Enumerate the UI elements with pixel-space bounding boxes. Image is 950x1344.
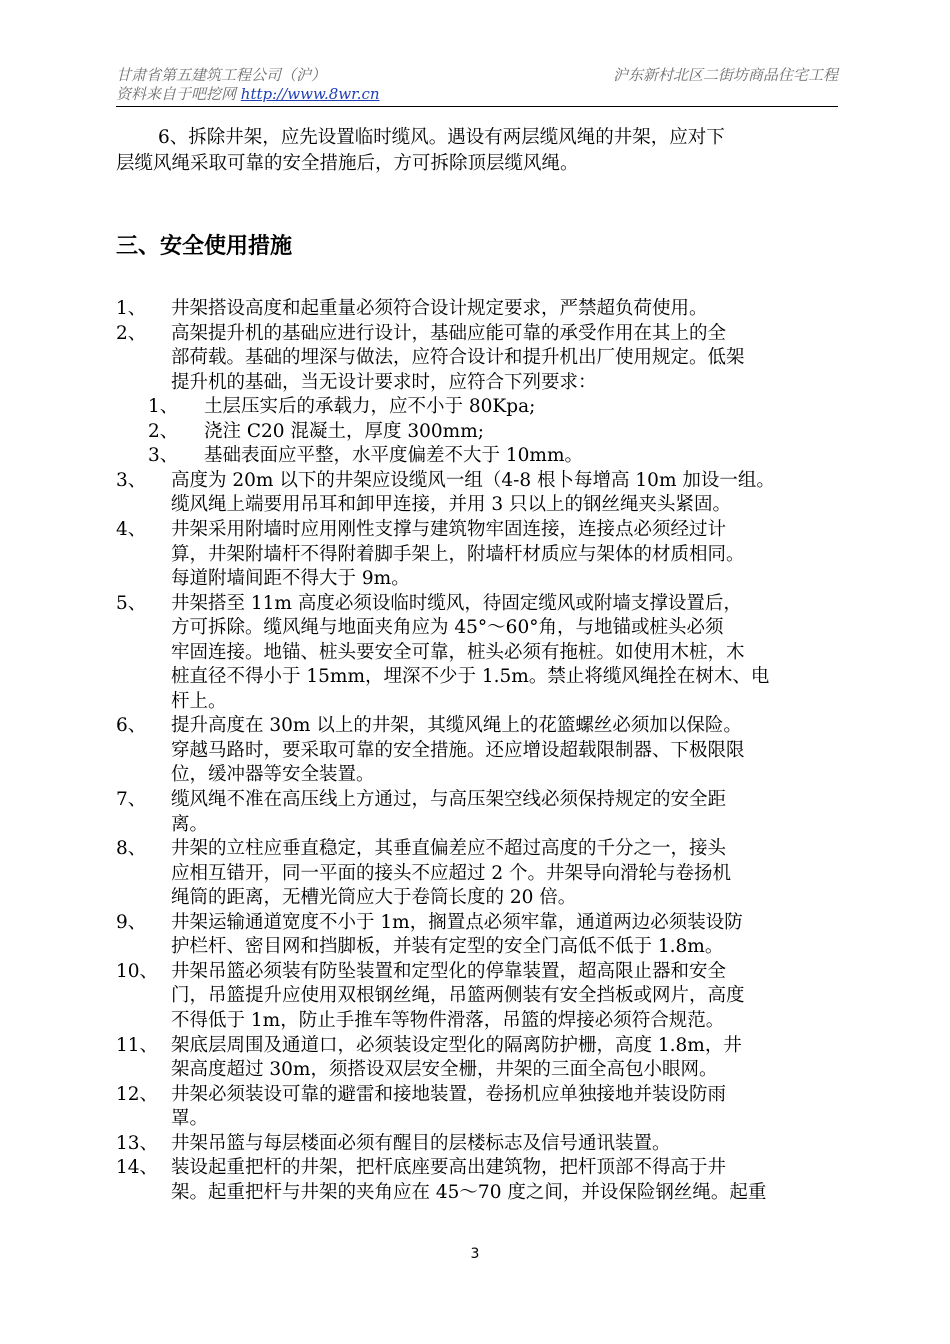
item-number: 11、	[116, 1034, 159, 1056]
item-text: 井架必须装设可靠的避雷和接地装置，卷扬机应单独接地并装设防雨	[171, 1083, 727, 1105]
sub-item-number: 3、	[148, 445, 179, 467]
header-company: 甘肃省第五建筑工程公司（沪）	[116, 66, 327, 84]
header-project: 沪东新村北区二街坊商品住宅工程	[612, 66, 838, 84]
item-text: 护栏杆、密目网和挡脚板，并装有定型的安全门高低不低于 1.8m。	[171, 936, 724, 958]
item-text: 高度为 20m 以下的井架应设缆风一组（4-8 根卜每增高 10m 加设一组。	[171, 469, 775, 491]
item-text: 不得低于 1m，防止手推车等物件滑落，吊篮的焊接必须符合规范。	[171, 1009, 725, 1031]
item-number: 3、	[116, 469, 147, 491]
sub-item-text: 土层压实后的承载力，应不小于 80Kpa;	[204, 396, 536, 418]
item-text: 位，缓冲器等安全装置。	[171, 764, 375, 786]
item-text: 桩直径不得小于 15mm，埋深不少于 1.5m。禁止将缆风绳拴在树木、电	[171, 666, 770, 688]
item-text: 井架搭至 11m 高度必须设临时缆风，待固定缆风或附墙支撑设置后，	[171, 592, 742, 614]
item-text: 井架采用附墙时应用刚性支撑与建筑物牢固连接，连接点必须经过计	[171, 518, 727, 540]
item-number: 10、	[116, 960, 159, 982]
item-text: 提升机的基础，当无设计要求时，应符合下列要求：	[171, 371, 597, 393]
item-text: 缆风绳不准在高压线上方通过，与高压架空线必须保持规定的安全距	[171, 789, 727, 810]
item-text: 部荷载。基础的埋深与做法，应符合设计和提升机出厂使用规定。低架	[171, 347, 745, 369]
item-text: 牢固连接。地锚、桩头要安全可靠，桩头必须有拖桩。如使用木桩，木	[171, 641, 745, 663]
item-text: 井架搭设高度和起重量必须符合设计规定要求，严禁超负荷使用。	[171, 298, 708, 319]
item-text: 井架运输通道宽度不小于 1m，搁置点必须牢靠，通道两边必须装设防	[171, 911, 743, 933]
item-number: 4、	[116, 518, 147, 540]
item-number: 1、	[116, 298, 147, 319]
item-text: 井架吊篮必须装有防坠装置和定型化的停靠装置，超高限止器和安全	[171, 960, 727, 982]
item-text: 穿越马路时，要采取可靠的安全措施。还应增设超载限制器、下极限限	[171, 739, 745, 761]
header-source-prefix: 资料来自于吧挖网	[116, 85, 241, 103]
item-text: 应相互错开，同一平面的接头不应超过 2 个。井架导向滑轮与卷扬机	[171, 862, 732, 884]
paragraph-line: 层缆风绳采取可靠的安全措施后，方可拆除顶层缆风绳。	[116, 153, 579, 174]
item-number: 8、	[116, 838, 147, 860]
item-text: 架。起重把杆与井架的夹角应在 45～70 度之间，并设保险钢丝绳。起重	[171, 1181, 767, 1203]
item-text: 离。	[171, 813, 209, 835]
item-number: 5、	[116, 592, 147, 614]
item-text: 门，吊篮提升应使用双根钢丝绳，吊篮两侧装有安全挡板或网片，高度	[171, 985, 745, 1007]
page-header	[116, 64, 838, 107]
item-text: 方可拆除。缆风绳与地面夹角应为 45°～60°角，与地锚或桩头必须	[171, 617, 724, 639]
header-source-link[interactable]: http://www.8wr.cn	[240, 85, 380, 103]
item-text: 提升高度在 30m 以上的井架，其缆风绳上的花篮螺丝必须加以保险。	[171, 715, 742, 737]
sub-item-text: 基础表面应平整，水平度偏差不大于 10mm。	[204, 445, 584, 467]
item-text: 杆上。	[171, 690, 227, 712]
item-text: 缆风绳上端要用吊耳和卸甲连接，并用 3 只以上的钢丝绳夹头紧固。	[171, 494, 732, 516]
item-text: 绳筒的距离，无槽光筒应大于卷筒长度的 20 倍。	[171, 887, 577, 909]
item-text: 井架吊篮与每层楼面必须有醒目的层楼标志及信号通讯装置。	[171, 1132, 671, 1154]
item-number: 6、	[116, 715, 147, 737]
item-text: 装设起重把杆的井架，把杆底座要高出建筑物，把杆顶部不得高于井	[171, 1157, 727, 1179]
item-text: 罩。	[171, 1108, 209, 1130]
paragraph-line: 6、拆除井架，应先设置临时缆风。遇设有两层缆风绳的井架，应对下	[158, 127, 725, 148]
item-text: 每道附墙间距不得大于 9m。	[171, 568, 410, 590]
item-text: 算，井架附墙杆不得附着脚手架上，附墙杆材质应与架体的材质相同。	[171, 543, 745, 565]
item-number: 14、	[116, 1157, 159, 1179]
header-source	[116, 85, 380, 103]
item-number: 7、	[116, 789, 147, 810]
item-text: 井架的立柱应垂直稳定，其垂直偏差应不超过高度的千分之一，接头	[171, 838, 727, 860]
item-number: 12、	[116, 1083, 159, 1105]
item-text: 架底层周围及通道口，必须装设定型化的隔离防护栅，高度 1.8m，井	[171, 1034, 742, 1056]
item-number: 9、	[116, 911, 147, 933]
item-text: 高架提升机的基础应进行设计，基础应能可靠的承受作用在其上的全	[171, 322, 727, 344]
page-number: 3	[470, 1246, 480, 1262]
sub-item-number: 1、	[148, 396, 179, 418]
item-text: 架高度超过 30m，须搭设双层安全栅，井架的三面全高包小眼网。	[171, 1059, 718, 1081]
item-number: 2、	[116, 322, 147, 344]
section-title: 三、安全使用措施	[116, 234, 293, 259]
sub-item-number: 2、	[148, 420, 179, 442]
item-number: 13、	[116, 1132, 159, 1154]
sub-item-text: 浇注 C20 混凝土，厚度 300mm;	[204, 420, 484, 442]
